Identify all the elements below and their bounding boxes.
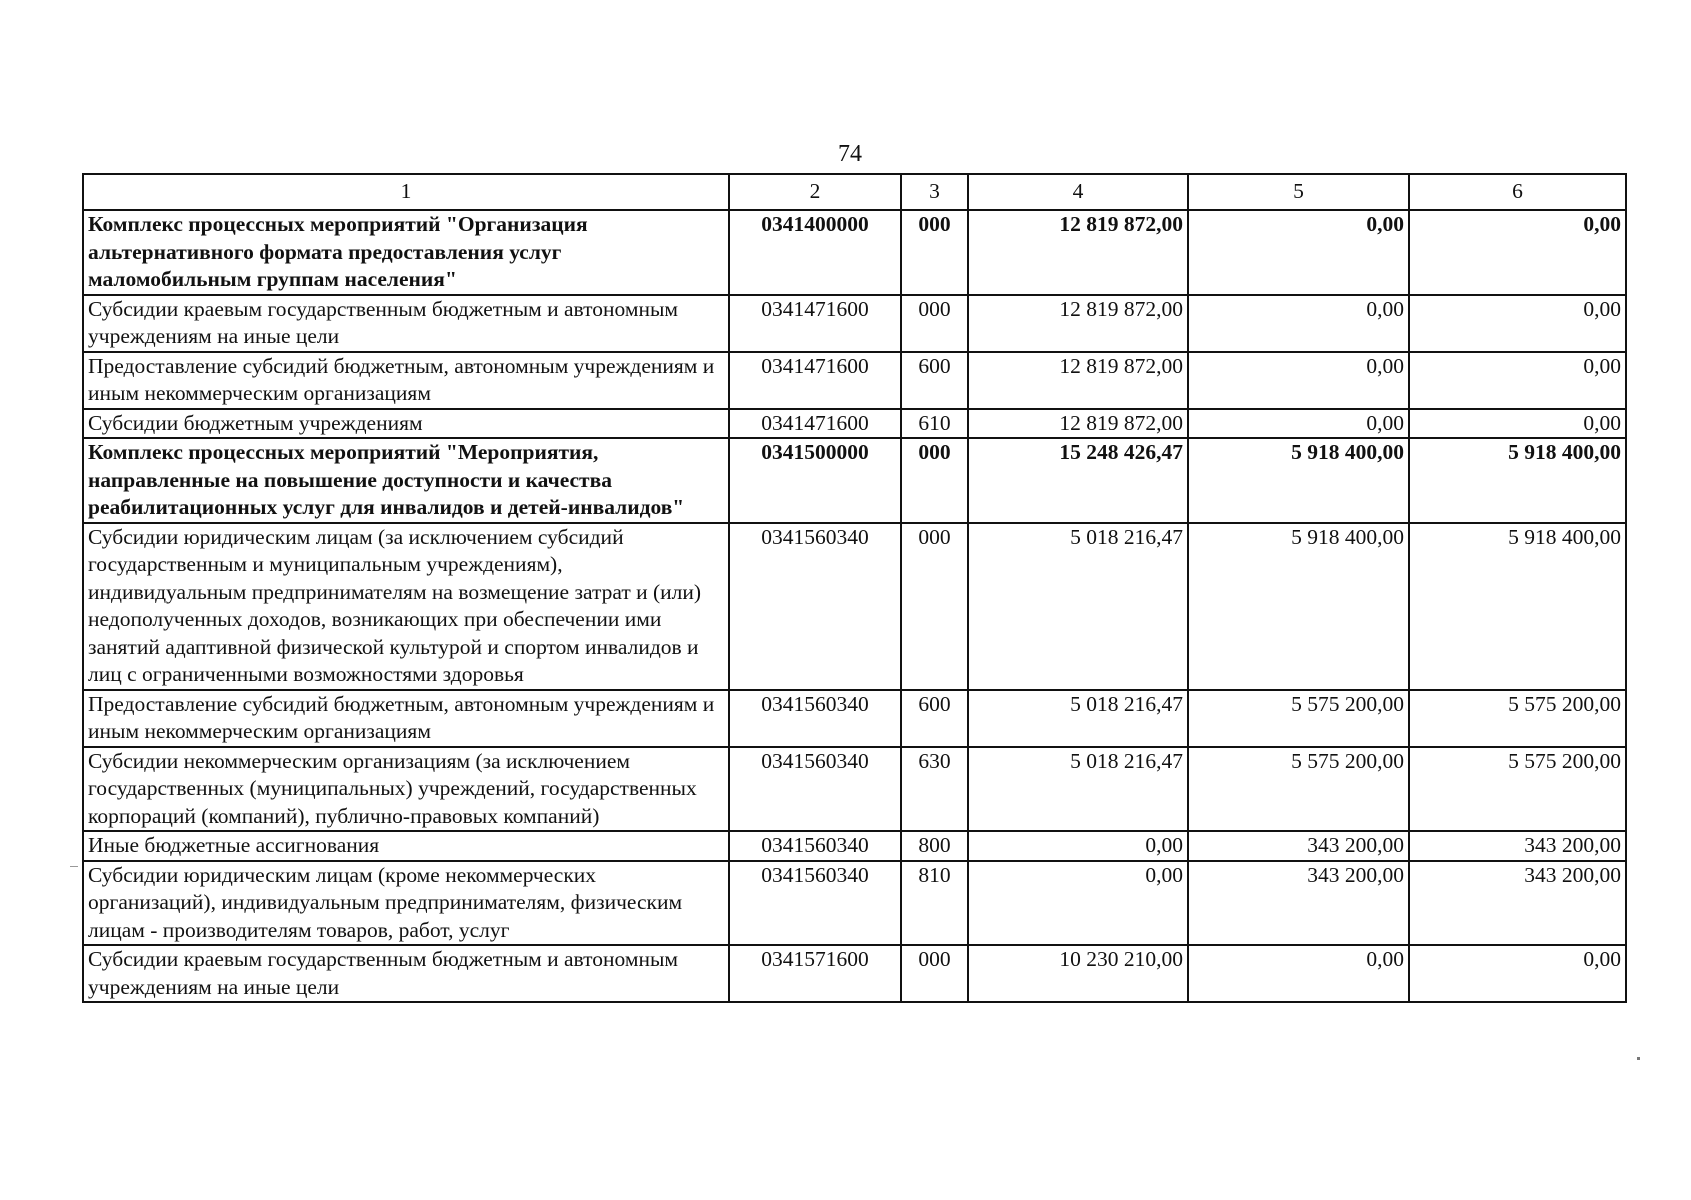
row-code: 0341560340: [729, 523, 901, 690]
row-amount-col5: 343 200,00: [1188, 861, 1409, 946]
row-name: Субсидии краевым государственным бюджетным и автономным учреждениям на иные цели: [83, 945, 729, 1002]
budget-table: [82, 173, 1627, 1003]
scan-mark: [70, 866, 78, 867]
row-expense-type: 610: [901, 409, 968, 439]
row-amount-col6: 0,00: [1409, 295, 1626, 352]
table-row: [83, 747, 1626, 832]
row-code: 0341560340: [729, 747, 901, 832]
row-amount-col6: 5 575 200,00: [1409, 690, 1626, 747]
row-amount-col4: 12 819 872,00: [968, 352, 1188, 409]
scan-mark: [1637, 1057, 1640, 1060]
row-amount-col5: 5 575 200,00: [1188, 690, 1409, 747]
row-amount-col4: 12 819 872,00: [968, 295, 1188, 352]
row-amount-col5: 5 918 400,00: [1188, 438, 1409, 523]
table-row: [83, 295, 1626, 352]
row-name: Комплекс процессных мероприятий "Мероприятия, направленные на повышение доступности и качества реабилитационных услуг для инвалидов и детей-инвалидов": [83, 438, 729, 523]
row-amount-col5: 0,00: [1188, 945, 1409, 1002]
row-expense-type: 000: [901, 945, 968, 1002]
row-name: Субсидии краевым государственным бюджетным и автономным учреждениям на иные цели: [83, 295, 729, 352]
row-amount-col4: 0,00: [968, 861, 1188, 946]
column-header: 6: [1409, 174, 1626, 210]
row-code: 0341471600: [729, 295, 901, 352]
row-code: 0341571600: [729, 945, 901, 1002]
table-row: [83, 409, 1626, 439]
row-code: 0341560340: [729, 861, 901, 946]
row-amount-col6: 5 918 400,00: [1409, 438, 1626, 523]
row-name: Субсидии некоммерческим организациям (за исключением государственных (муниципальных) учреждений, государственных корпораций (компаний), публично-правовых компаний): [83, 747, 729, 832]
row-amount-col4: 5 018 216,47: [968, 690, 1188, 747]
row-code: 0341471600: [729, 352, 901, 409]
row-amount-col6: 343 200,00: [1409, 831, 1626, 861]
row-expense-type: 000: [901, 438, 968, 523]
row-amount-col6: 343 200,00: [1409, 861, 1626, 946]
row-name: Субсидии юридическим лицам (за исключением субсидий государственным и муниципальным учреждениям), индивидуальным предпринимателям на возмещение затрат и (или) недополученных доходов, возникающих при обеспечении ими занятий адаптивной физической культурой и спортом инвалидов и лиц с ограниченными возможностями здоровья: [83, 523, 729, 690]
row-amount-col4: 15 248 426,47: [968, 438, 1188, 523]
row-name: Субсидии бюджетным учреждениям: [83, 409, 729, 439]
row-amount-col5: 5 918 400,00: [1188, 523, 1409, 690]
column-header: 1: [83, 174, 729, 210]
row-expense-type: 800: [901, 831, 968, 861]
row-name: Иные бюджетные ассигнования: [83, 831, 729, 861]
row-amount-col4: 5 018 216,47: [968, 747, 1188, 832]
row-amount-col4: 12 819 872,00: [968, 210, 1188, 295]
row-amount-col5: 0,00: [1188, 352, 1409, 409]
row-name: Комплекс процессных мероприятий "Организация альтернативного формата предоставления услуг маломобильным группам населения": [83, 210, 729, 295]
row-amount-col4: 0,00: [968, 831, 1188, 861]
table-row: [83, 210, 1626, 295]
row-amount-col4: 12 819 872,00: [968, 409, 1188, 439]
table-row: [83, 352, 1626, 409]
row-amount-col6: 0,00: [1409, 352, 1626, 409]
table-row: [83, 861, 1626, 946]
row-amount-col6: 0,00: [1409, 945, 1626, 1002]
column-header: 5: [1188, 174, 1409, 210]
row-amount-col5: 0,00: [1188, 409, 1409, 439]
row-amount-col6: 5 918 400,00: [1409, 523, 1626, 690]
row-expense-type: 000: [901, 210, 968, 295]
row-code: 0341560340: [729, 831, 901, 861]
row-code: 0341400000: [729, 210, 901, 295]
column-header: 2: [729, 174, 901, 210]
table-header-row: [83, 174, 1626, 210]
table-row: [83, 523, 1626, 690]
table-row: [83, 831, 1626, 861]
row-expense-type: 810: [901, 861, 968, 946]
row-expense-type: 000: [901, 295, 968, 352]
row-code: 0341560340: [729, 690, 901, 747]
column-header: 4: [968, 174, 1188, 210]
row-code: 0341471600: [729, 409, 901, 439]
page-number: 74: [838, 141, 862, 167]
row-amount-col6: 0,00: [1409, 210, 1626, 295]
row-code: 0341500000: [729, 438, 901, 523]
column-header: 3: [901, 174, 968, 210]
row-amount-col4: 5 018 216,47: [968, 523, 1188, 690]
row-name: Субсидии юридическим лицам (кроме некоммерческих организаций), индивидуальным предпринимателям, физическим лицам - производителям товаров, работ, услуг: [83, 861, 729, 946]
row-expense-type: 000: [901, 523, 968, 690]
row-amount-col5: 0,00: [1188, 295, 1409, 352]
row-amount-col6: 0,00: [1409, 409, 1626, 439]
table-body: [83, 210, 1626, 1002]
row-amount-col5: 343 200,00: [1188, 831, 1409, 861]
row-amount-col4: 10 230 210,00: [968, 945, 1188, 1002]
table-row: [83, 945, 1626, 1002]
row-amount-col5: 5 575 200,00: [1188, 747, 1409, 832]
row-name: Предоставление субсидий бюджетным, автономным учреждениям и иным некоммерческим организациям: [83, 690, 729, 747]
table-row: [83, 690, 1626, 747]
row-expense-type: 600: [901, 352, 968, 409]
row-name: Предоставление субсидий бюджетным, автономным учреждениям и иным некоммерческим организациям: [83, 352, 729, 409]
row-expense-type: 630: [901, 747, 968, 832]
table-row: [83, 438, 1626, 523]
row-expense-type: 600: [901, 690, 968, 747]
row-amount-col5: 0,00: [1188, 210, 1409, 295]
row-amount-col6: 5 575 200,00: [1409, 747, 1626, 832]
